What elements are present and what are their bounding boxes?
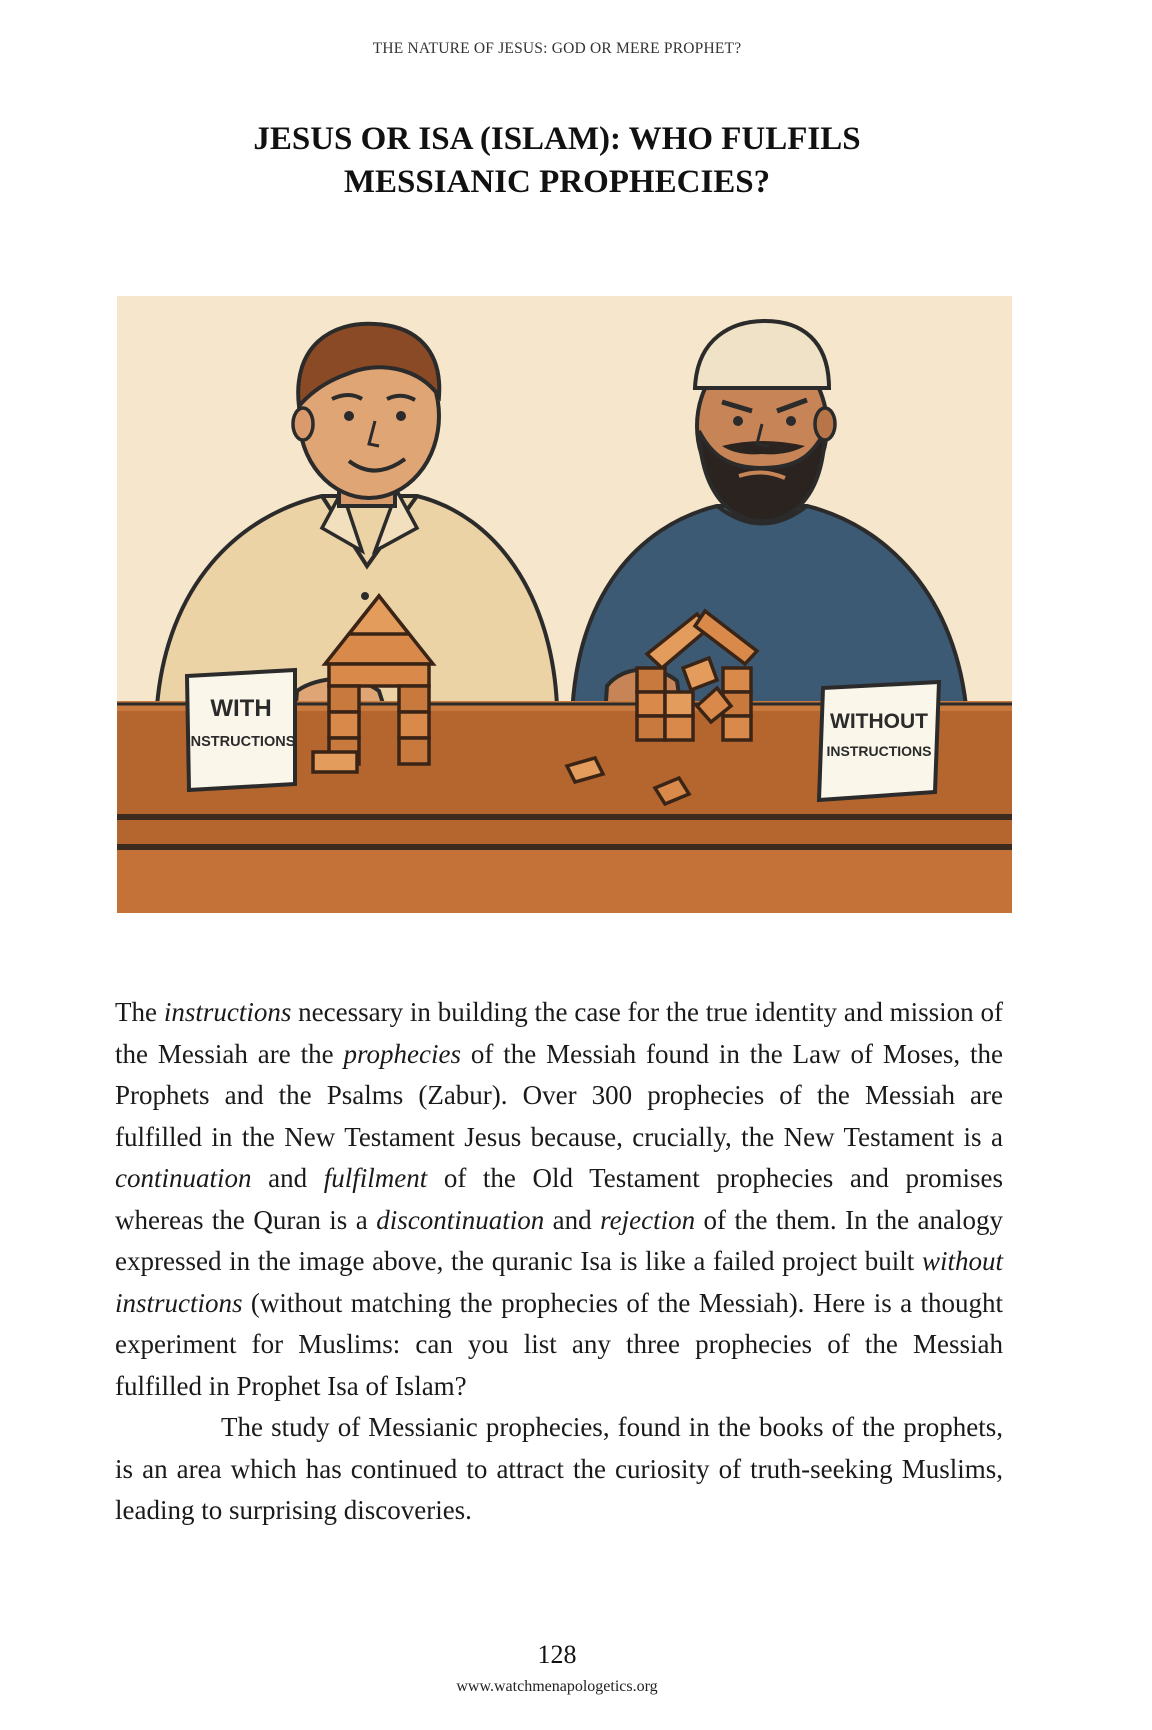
sign-with-instructions [187, 670, 296, 790]
website-url: www.watchmenapologetics.org [456, 1678, 658, 1695]
p1-text-8: (without matching the prophecies of the Messiah). Here is a thought experiment for Muslims: can you list any three prophecies of the Messiah fulfilled in Prophet Isa of Islam? [115, 1287, 1003, 1401]
p1-emphasis-fulfilment: fulfilment [323, 1163, 428, 1193]
p1-text-6: and [544, 1204, 601, 1235]
p1-text-2: necessary in building the case for the true identity and mission of the Messiah are the [115, 997, 1003, 1069]
paragraph-2: The study of Messianic prophecies, found in the books of the prophets, is an area which has continued to attract the curiosity of truth-seeking Muslims, leading to surprising discoveries. [115, 1412, 1003, 1525]
p1-emphasis-without-instructions: without instructions [115, 1246, 1003, 1318]
right-sign-line2: INSTRUCTIONS [826, 743, 932, 759]
p1-emphasis-discontinuation: discontinuation [376, 1204, 545, 1235]
p1-text-1: The [115, 997, 164, 1027]
chapter-title-line1: JESUS OR ISA (ISLAM): WHO FULFILS [253, 121, 861, 157]
left-sign-line1: WITH [210, 695, 272, 722]
p1-text-5: of the Old Testament prophecies and promises whereas the Quran is a [115, 1163, 1003, 1235]
chapter-title [160, 118, 954, 204]
p1-text-4: and [251, 1163, 324, 1193]
left-sign-line2: INSTRUCTIONS [186, 734, 296, 750]
running-header: THE NATURE OF JESUS: GOD OR MERE PROPHET? [372, 40, 742, 57]
body-text [115, 992, 1003, 1532]
paragraph-1 [115, 992, 1003, 1407]
illustration [117, 296, 1012, 913]
right-sign-line1: WITHOUT [830, 710, 928, 733]
p1-emphasis-instructions: instructions [163, 997, 292, 1027]
p1-emphasis-continuation: continuation [115, 1163, 252, 1193]
sign-without-instructions [819, 682, 939, 800]
p1-text-7: of the them. In the analogy expressed in the image above, the quranic Isa is like a failed project built [115, 1204, 1003, 1276]
page-number: 128 [537, 1640, 577, 1669]
p1-emphasis-rejection: rejection [600, 1204, 696, 1235]
p1-emphasis-prophecies: prophecies [343, 1038, 461, 1069]
p1-text-3: of the Messiah found in the Law of Moses, the Prophets and the Psalms (Zabur). Over 300 prophecies of the Messiah are fulfilled in the New Testament Jesus because, crucially, the New Testament is a [115, 1038, 1004, 1152]
chapter-title-line2: MESSIANIC PROPHECIES? [343, 163, 771, 200]
illustration-drawing [117, 296, 1012, 913]
